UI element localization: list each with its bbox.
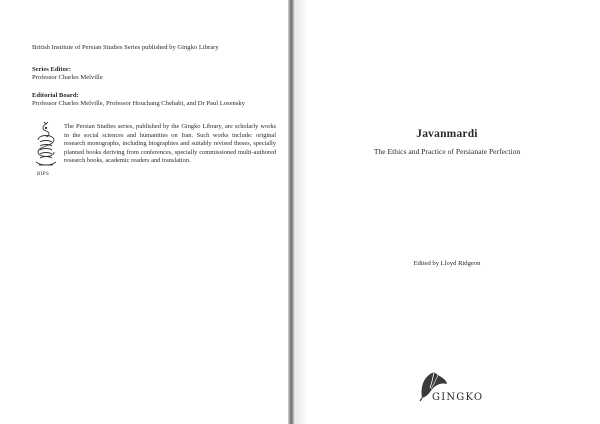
book-editor: Edited by Lloyd Ridgeon	[413, 260, 481, 267]
publisher-name: GINGKO	[432, 392, 484, 403]
series-description: The Persian Studies series, published by the Gingko Library, are scholarly works in the social sciences and humanities on Iran. Such works include: original research monographs, including biographies and suitably revised theses, specially planned books deriving from conferences, specially commissioned multi-authored research books, academic readers and translation.	[64, 123, 276, 164]
series-editor-name: Professor Charles Melville	[32, 74, 103, 81]
editorial-board-names: Professor Charles Melville, Professor Houchang Chehabi, and Dr Paul Losensky	[32, 100, 245, 107]
right-page	[294, 0, 600, 424]
series-editor-heading: Series Editor:	[32, 66, 72, 73]
bips-emblem-icon	[33, 120, 61, 178]
editorial-board-heading: Editorial Board:	[32, 92, 79, 99]
publisher-logo	[412, 368, 502, 408]
left-page	[0, 0, 288, 424]
series-line: British Institute of Persian Studies Series published by Gingko Library	[32, 44, 219, 51]
book-subtitle: The Ethics and Practice of Persianate Perfection	[373, 147, 521, 156]
book-title: Javanmardi	[416, 128, 478, 140]
bips-logo-text: BIPS	[37, 172, 50, 177]
